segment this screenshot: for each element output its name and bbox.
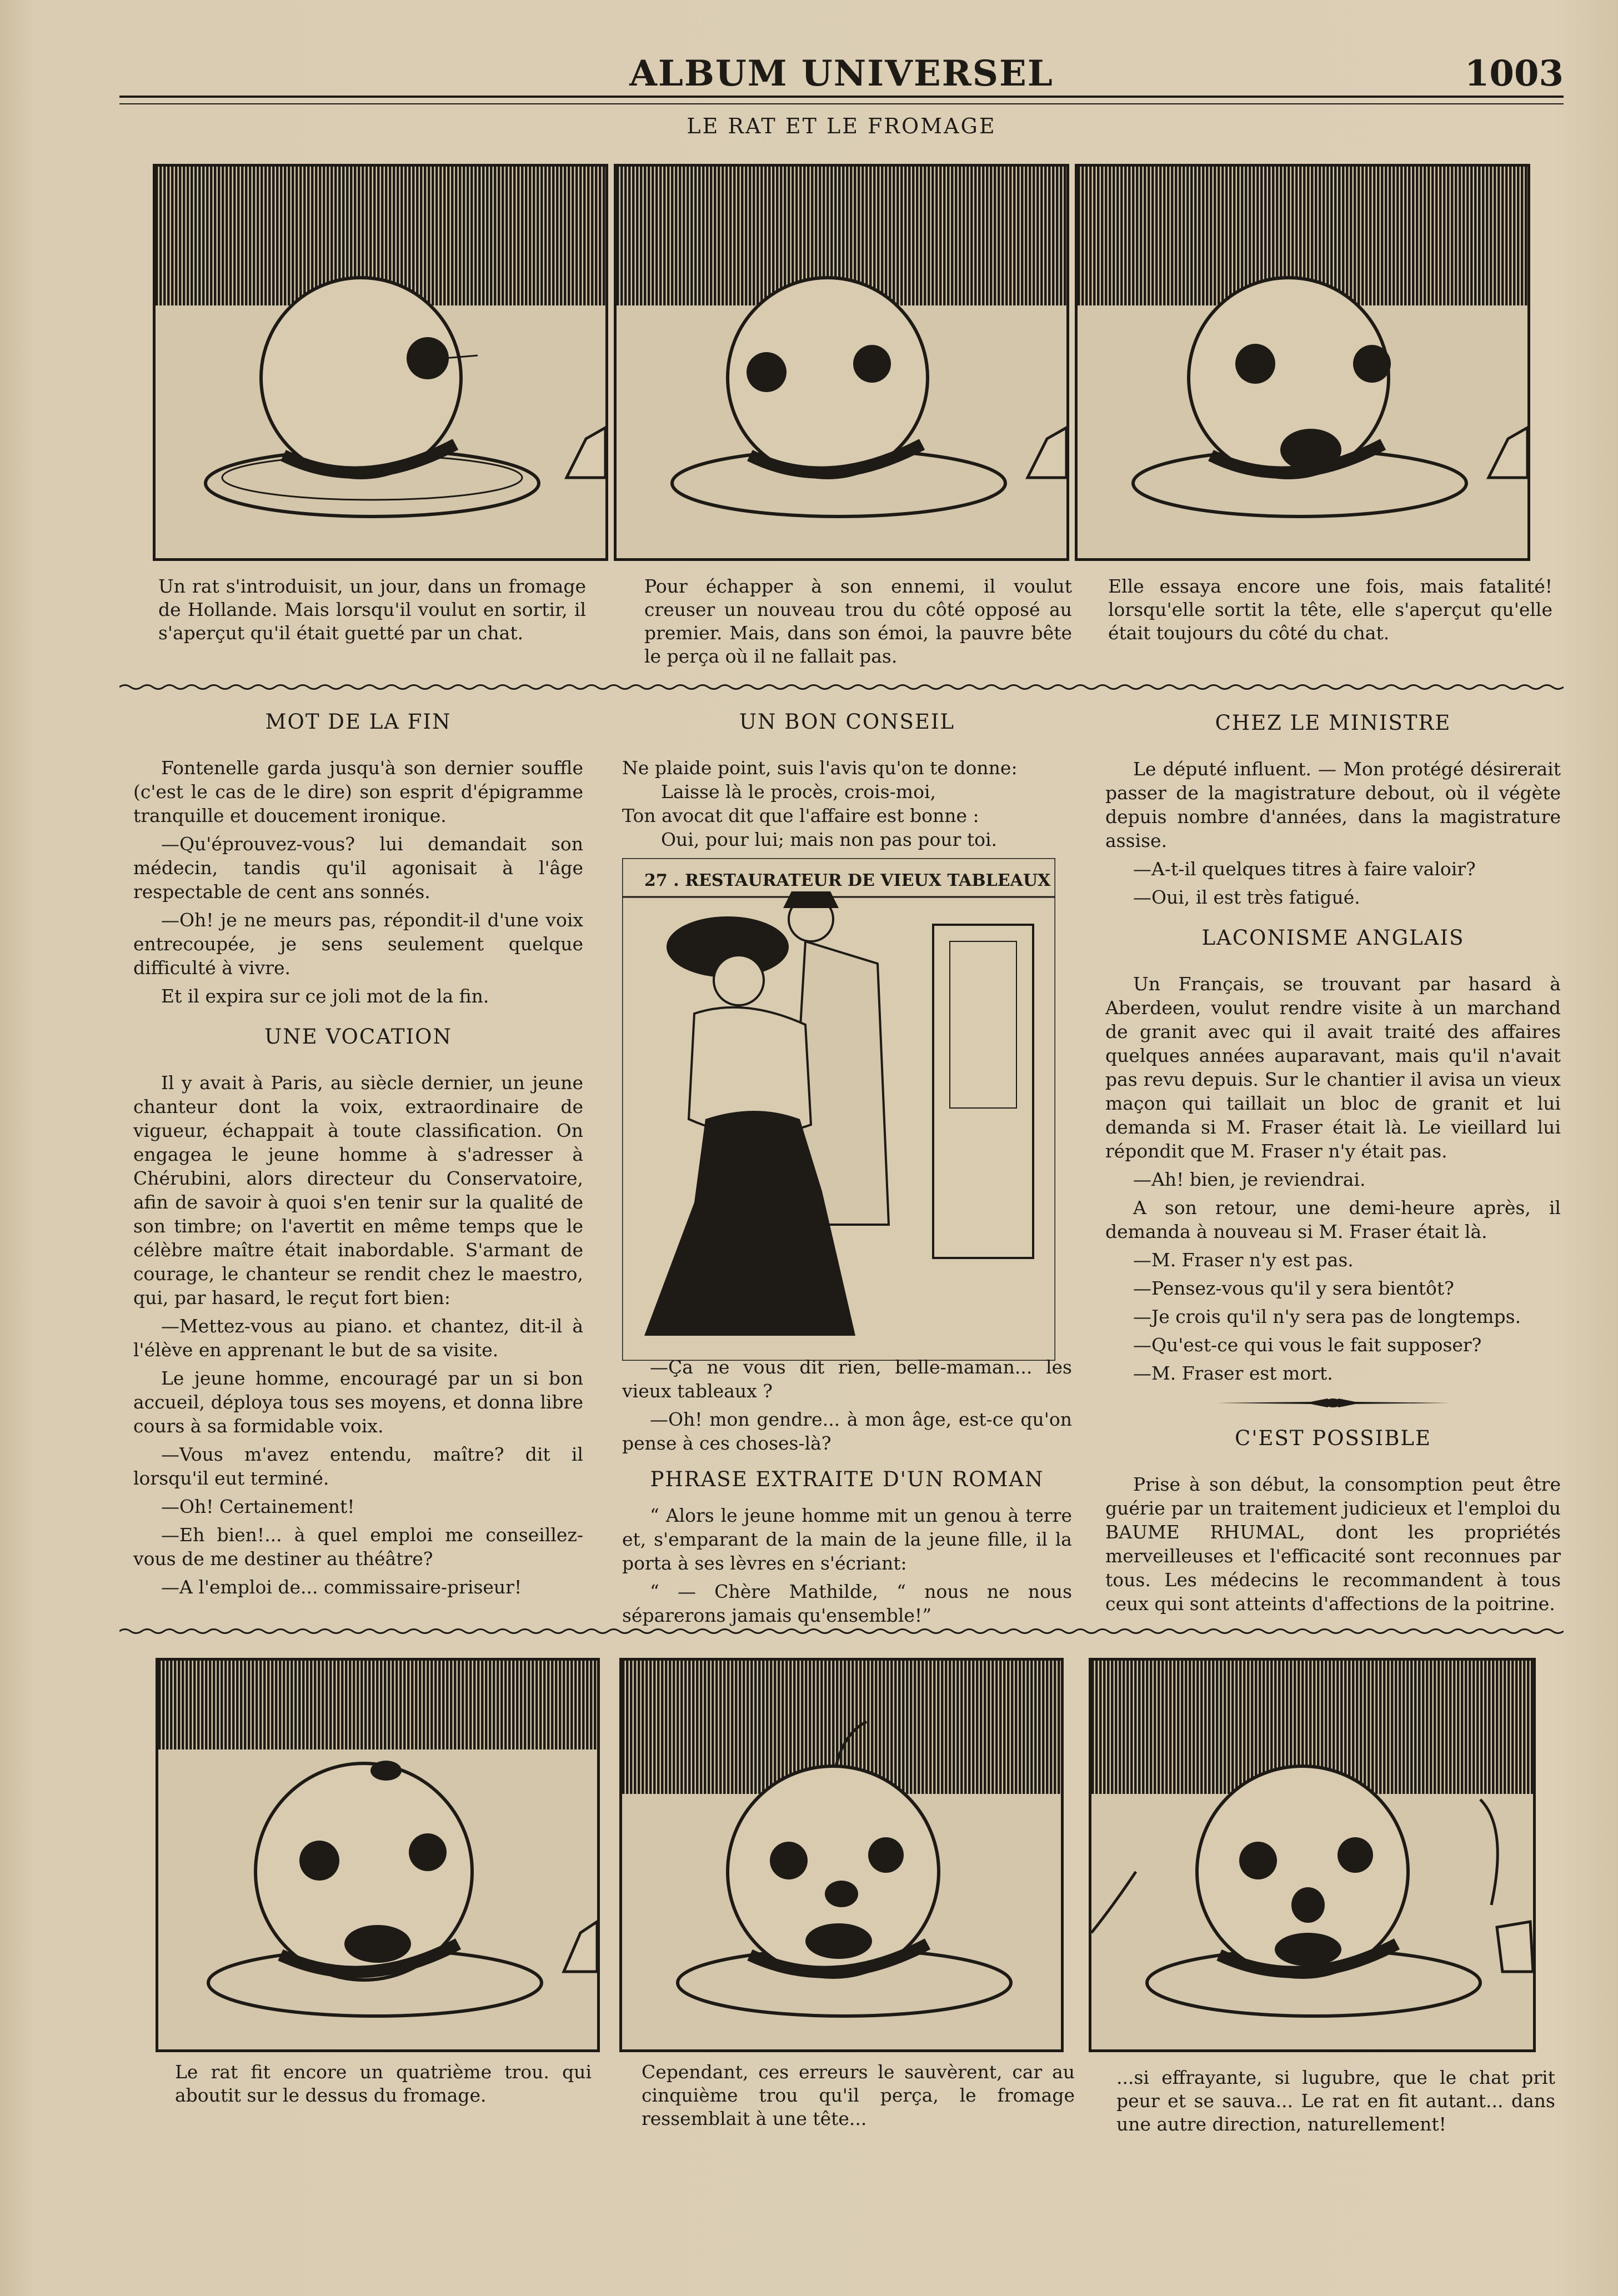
comic-strip-title: LE RAT ET LE FROMAGE bbox=[687, 114, 996, 138]
paragraph: —Vous m'avez entendu, maître? dit il lorsqu'il eut terminé. bbox=[133, 1443, 583, 1489]
cheese-two-holes-illustration bbox=[617, 167, 1066, 558]
paragraph: Un Français, se trouvant par hasard à Aberdeen, voulut rendre visite à un marchand de granit avec qui il avait traité des affaires quelques années auparavant, mais qu'il n'avait pas revu depuis. Sur le chantier il avisa un vieux maçon qui taillait un bloc de granit et lui demanda si M. Fraser était là. Le vieillard lui répondit que M. Fraser n'y était pas. bbox=[1105, 973, 1561, 1162]
verse-line: Ne plaide point, suis l'avis qu'on te donne: bbox=[622, 757, 1018, 779]
paragraph: —A-t-il quelques titres à faire valoir? bbox=[1133, 858, 1476, 880]
comic-panel-4 bbox=[156, 1658, 600, 2052]
paragraph: A son retour, une demi-heure après, il demanda à nouveau si M. Fraser était là. bbox=[1105, 1197, 1561, 1242]
comic-panel-1 bbox=[153, 164, 608, 561]
paragraph: Fontenelle garda jusqu'à son dernier souffle (c'est le cas de le dire) son esprit d'épigramme tranquille et doucement ironique. bbox=[133, 757, 583, 826]
comic-panel-2 bbox=[614, 164, 1069, 561]
header-rule bbox=[119, 96, 1564, 104]
mot-de-la-fin-heading: MOT DE LA FIN bbox=[265, 710, 452, 734]
chez-le-ministre-heading: CHEZ LE MINISTRE bbox=[1215, 711, 1451, 735]
paragraph: —Qu'est-ce qui vous le fait supposer? bbox=[1133, 1334, 1482, 1356]
gendre-belle-maman-illustration bbox=[622, 858, 1055, 1361]
paragraph: —Qu'éprouvez-vous? lui demandait son médecin, tandis qu'il agonisait à l'âge respectable de cent ans sonnés. bbox=[133, 833, 583, 903]
paragraph: —Mettez-vous au piano. et chantez, dit-il à l'élève en apprenant le but de sa visite. bbox=[133, 1315, 583, 1361]
paragraph: —Oui, il est très fatigué. bbox=[1133, 886, 1360, 908]
paragraph: —Oh! je ne meurs pas, répondit-il d'une voix entrecoupée, je sens seulement quelque difficulté à vivre. bbox=[133, 909, 583, 979]
paragraph: —Eh bien!... à quel emploi me conseillez-vous de me destiner au théâtre? bbox=[133, 1524, 583, 1570]
panel-4-caption: Le rat fit encore un quatrième trou. qui aboutit sur le dessus du fromage. bbox=[175, 2061, 592, 2106]
panel-6-caption: ...si effrayante, si lugubre, que le chat prit peur et se sauva... Le rat en fit autant... dans une autre direction, naturellement! bbox=[1116, 2067, 1555, 2135]
section-divider-bottom bbox=[119, 1627, 1564, 1635]
paragraph: Le jeune homme, encouragé par un si bon accueil, déploya tous ses moyens, et donna libre cours à sa formidable voix. bbox=[133, 1367, 583, 1437]
panel-3-caption: Elle essaya encore une fois, mais fatalité! lorsqu'elle sortit la tête, elle s'aperçut qu'elle était toujours du côté du chat. bbox=[1108, 575, 1552, 644]
paragraph: —A l'emploi de... commissaire-priseur! bbox=[161, 1576, 522, 1598]
column-1 bbox=[133, 700, 583, 1603]
comic-panel-3 bbox=[1075, 164, 1530, 561]
dialogue-line: —Ça ne vous dit rien, belle-maman... les vieux tableaux ? bbox=[622, 1356, 1072, 1402]
panel-5-caption: Cependant, ces erreurs le sauvèrent, car au cinquième trou qu'il perça, le fromage ressemblait à une tête... bbox=[642, 2061, 1075, 2129]
cheese-face-cat-fleeing-illustration bbox=[1091, 1661, 1533, 2049]
section-divider-top bbox=[119, 683, 1564, 691]
phrase-roman-heading: PHRASE EXTRAITE D'UN ROMAN bbox=[650, 1467, 1044, 1491]
paragraph: “ Alors le jeune homme mit un genou à terre et, s'emparant de la main de la jeune fille, il la porta à ses lèvres en s'écriant: bbox=[622, 1505, 1072, 1574]
comic-panel-5 bbox=[619, 1658, 1064, 2052]
paragraph: —Pensez-vous qu'il y sera bientôt? bbox=[1133, 1277, 1454, 1299]
publication-title: ALBUM UNIVERSEL bbox=[629, 53, 1054, 94]
panel-1-caption: Un rat s'introduisit, un jour, dans un fromage de Hollande. Mais lorsqu'il voulut en sortir, il s'aperçut qu'il était guetté par un chat. bbox=[158, 575, 586, 644]
column-2-lower bbox=[622, 1355, 1072, 1632]
panel-2-caption: Pour échapper à son ennemi, il voulut creuser un nouveau trou du côté opposé au premier. Mais, dans son émoi, la pauvre bête le perça où il ne fallait pas. bbox=[644, 575, 1072, 667]
verse-line: Laisse là le procès, crois-moi, bbox=[661, 781, 936, 803]
paragraph: Prise à son début, la consomption peut être guérie par un traitement judicieux et l'emploi du BAUME RHUMAL, dont les propriétés merveilleuses et l'efficacité sont reconnues par tous. Les médecins le recommandent à tous ceux qui sont atteints d'affections de la poitrine. bbox=[1105, 1473, 1561, 1615]
paragraph: —Oh! Certainement! bbox=[161, 1496, 355, 1517]
cheese-face-illustration bbox=[622, 1661, 1061, 2049]
paragraph: —M. Fraser est mort. bbox=[1133, 1362, 1333, 1384]
ornament-divider-icon bbox=[1216, 1396, 1450, 1410]
une-vocation-heading: UNE VOCATION bbox=[264, 1025, 452, 1049]
paragraph: “ — Chère Mathilde, “ nous ne nous séparerons jamais qu'ensemble!” bbox=[622, 1581, 1072, 1626]
comic-panel-6 bbox=[1089, 1658, 1536, 2052]
cheese-rat-illustration bbox=[156, 167, 605, 558]
paragraph: —M. Fraser n'y est pas. bbox=[1133, 1249, 1354, 1271]
laconisme-anglais-heading: LACONISME ANGLAIS bbox=[1201, 926, 1465, 950]
verse-line: Oui, pour lui; mais non pas pour toi. bbox=[661, 829, 998, 850]
un-bon-conseil-heading: UN BON CONSEIL bbox=[739, 710, 955, 734]
dialogue-line: —Oh! mon gendre... à mon âge, est-ce qu'on pense à ces choses-là? bbox=[622, 1408, 1072, 1454]
shop-sign-text: 27 . RESTAURATEUR DE VIEUX TABLEAUX bbox=[644, 871, 1051, 890]
verse-line: Ton avocat dit que l'affaire est bonne : bbox=[622, 805, 979, 826]
page-number: 1003 bbox=[1464, 53, 1564, 94]
paragraph: —Je crois qu'il n'y sera pas de longtemps. bbox=[1133, 1306, 1521, 1327]
cest-possible-heading: C'EST POSSIBLE bbox=[1235, 1426, 1431, 1450]
column-2 bbox=[622, 700, 1072, 851]
cheese-three-holes-illustration bbox=[1078, 167, 1527, 558]
paragraph: Le député influent. — Mon protégé désirerait passer de la magistrature debout, où il végète depuis nombre d'années, dans la magistrature assise. bbox=[1105, 758, 1561, 851]
cheese-four-holes-illustration bbox=[158, 1661, 597, 2049]
column-3 bbox=[1105, 701, 1561, 1620]
paragraph: Et il expira sur ce joli mot de la fin. bbox=[161, 985, 489, 1007]
paragraph: Il y avait à Paris, au siècle dernier, un jeune chanteur dont la voix, extraordinaire de vigueur, échappait à toute classification. On engagea le jeune homme à s'adresser à Chérubini, alors directeur du Conservatoire, afin de savoir à quoi s'en tenir sur la qualité de son timbre; on l'avertit en même temps que le célèbre maître était inabordable. S'armant de courage, le chanteur se rendit chez le maestro, qui, par hasard, le reçut fort bien: bbox=[133, 1072, 583, 1309]
paragraph: —Ah! bien, je reviendrai. bbox=[1133, 1169, 1366, 1190]
